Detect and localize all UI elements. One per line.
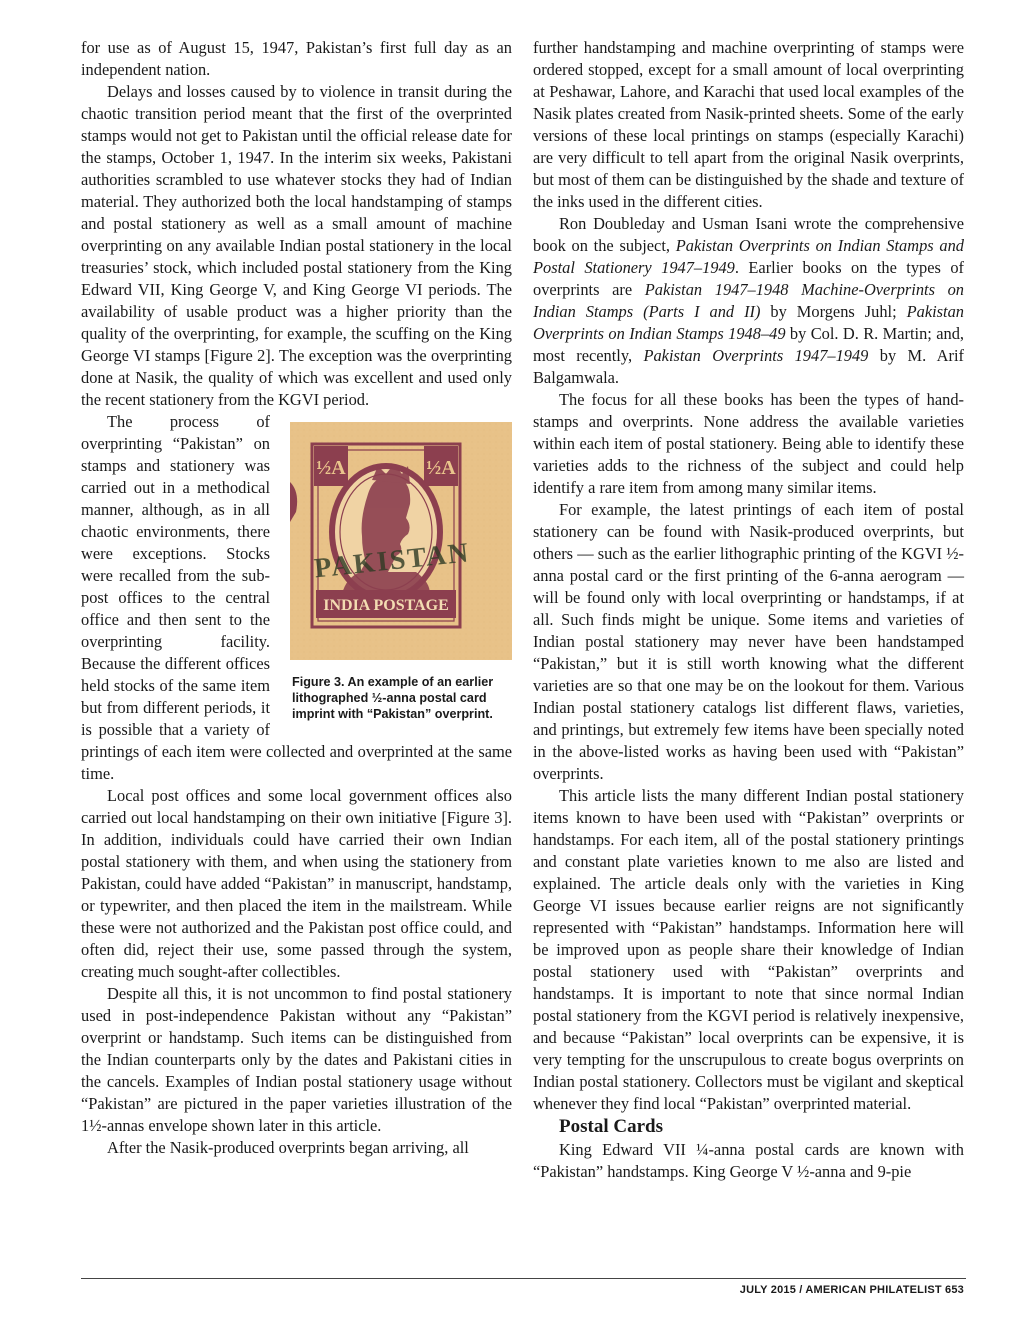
- body-paragraph: Local post offices and some local government offices also carried out local handstamping on their own initiative [Figure 3]. In addition, individuals could have carried their own Indian postal stationery with them, and when using the stationery from Pakistan, could have added “Pakistan” in manuscript, handstamp, or typewriter, and then placed the item in the mailstream. While these were not authorized and the Pakistan post office could, and often did, reject their use, some passed through the system, creating much sought-after collectibles.: [81, 786, 512, 981]
- stamp-value-right: ½A: [426, 457, 456, 479]
- text-run: by Col. D. R. Martin; and, most recently,: [533, 324, 964, 365]
- figure-caption: Figure 3. An example of an earlier lithographed ½-anna postal card imprint with “Pakistan” overprint.: [292, 675, 494, 721]
- stamp-banner-text: INDIA POSTAGE: [323, 597, 449, 614]
- stamp-illustration: [290, 422, 512, 660]
- figure-3: [280, 422, 512, 722]
- left-column: [81, 37, 512, 1159]
- body-paragraph: For example, the latest printings of each item of postal stationery can be found with Nasik-produced overprints, but others — such as the earlier lithographic printing of the KGVI ½-anna postal card or the first printing of the 6-anna aerogram — will be found only with local overprinting or handstamps, if at all. Such finds might be unique. Some items and varieties of Indian postal stationery may never have been handstamped “Pakistan,” but it is still worth knowing what the different varieties are so that one may be on the lookout for them. Various Indian postal stationery catalogs list different flaws, varieties, and printings, but extremely few items have been specially noted in the above-listed works as having been used with “Pakistan” overprints.: [533, 500, 964, 783]
- body-paragraph: Delays and losses caused by to violence in transit during the chaotic transition period meant that the first of the overprinted stamps would not get to Pakistan until the official release date for the stamps, October 1, 1947. In the interim six weeks, Pakistani authorities scrambled to use whatever stocks they had of Indian material. They authorized both the local handstamping of stamps and postal stationery as well as a small amount of machine overprinting on any available Indian postal stationery in the local treasuries’ stock, which included postal stationery from the King Edward VII, King George V, and King George VI periods. The availability of usable product was a higher priority than the quality of the overprinting, for example, the scuffing on the King George VI stamps [Figure 2]. The exception was the overprinting done at Nasik, the quality of which was excellent and used only the recent stationery from the KGVI period.: [81, 82, 512, 409]
- page-footer: JULY 2015 / AMERICAN PHILATELIST 653: [739, 1284, 964, 1296]
- footer-rule: [81, 1278, 966, 1279]
- text-run: Ron Doubleday and Usman Isani wrote the comprehensive book on the subject,: [533, 214, 964, 255]
- body-paragraph: Despite all this, it is not uncommon to find postal stationery used in post-independence Pakistan without any “Pakistan” overprint or handstamp. Such items can be distinguished from the Indian counterparts only by the dates and Pakistani cities in the cancels. Examples of Indian postal stationery usage without “Pakistan” are pictured in the paper varieties illustration of the 1½-annas envelope shown later in this article.: [81, 984, 512, 1135]
- body-paragraph-text: The process of overprinting “Pakistan” on stamps and stationery was carried out in a methodical manner, although, as in all chaotic environments, there were exceptions. Stocks were recalled from the sub-post offices to the central office and then sent to the overprinting facility. Because the different offices held stocks of the same item but from different periods, it is possible that a variety of printings of each item were collected and overprinted at the same time.: [81, 412, 512, 783]
- stamp-image: [290, 422, 512, 660]
- overprint-text: PAKISTAN: [312, 537, 472, 585]
- book-title: Pakistan 1947–1948 Machine-Overprints on Indian Stamps (Parts I and II): [533, 280, 964, 321]
- body-paragraph: This article lists the many different Indian postal stationery items known to have been used with “Pakistan” overprints or handstamps. For each item, all of the postal stationery printings and constant plate varieties known to me also are listed and explained. The article deals only with the varieties in King George VI issues because earlier reigns are not significantly represented with “Pakistan” handstamps. Information here will be improved upon as people share their knowledge of Indian postal stationery used with “Pakistan” overprints and handstamps. It is important to note that since normal Indian postal stationery from the KGVI period is relatively inexpensive, and because “Pakistan” local overprints can be expensive, it is very tempting for the unscrupulous to create bogus overprints on Indian postal stationery. Collectors must be vigilant and skeptical whenever they find local “Pakistan” overprinted material.: [533, 786, 964, 1113]
- body-paragraph: [533, 213, 964, 389]
- book-title: Pakistan Overprints 1947–1949: [643, 346, 869, 365]
- text-run: by M. Arif Balgamwala.: [533, 346, 964, 387]
- right-column: [533, 37, 964, 1183]
- book-title: Pakistan Overprints on Indian Stamps 1948–49: [533, 302, 964, 343]
- body-paragraph: [81, 411, 512, 785]
- body-paragraph: King Edward VII ¼-anna postal cards are known with “Pakistan” handstamps. King George V ½-anna and 9-pie: [533, 1140, 964, 1181]
- body-paragraph: for use as of August 15, 1947, Pakistan’s first full day as an independent nation.: [81, 38, 512, 79]
- body-paragraph: After the Nasik-produced overprints began arriving, all: [107, 1138, 469, 1157]
- body-paragraph: The focus for all these books has been the types of handstamps and overprints. None address the available varieties within each item of postal stationery. Being able to identify these varieties adds to the richness of the subject and could help identify a rare item from among many similar items.: [533, 390, 964, 497]
- text-run: . Earlier books on the types of overprints are: [533, 258, 964, 299]
- section-heading: Postal Cards: [559, 1116, 663, 1137]
- text-run: by Morgens Juhl;: [760, 302, 907, 321]
- stamp-value-left: ½A: [316, 457, 346, 479]
- book-title: Pakistan Overprints on Indian Stamps and Postal Stationery 1947–1949: [533, 236, 964, 277]
- body-paragraph: further handstamping and machine overprinting of stamps were ordered stopped, except for a small amount of local overprinting at Peshawar, Lahore, and Karachi that used local examples of the Nasik plates created from Nasik-printed sheets. Some of the early versions of these local printings on stamps (especially Karachi) are very difficult to tell apart from the original Nasik overprints, but most of them can be distinguished by the shade and texture of the inks used in the different cities.: [533, 38, 964, 211]
